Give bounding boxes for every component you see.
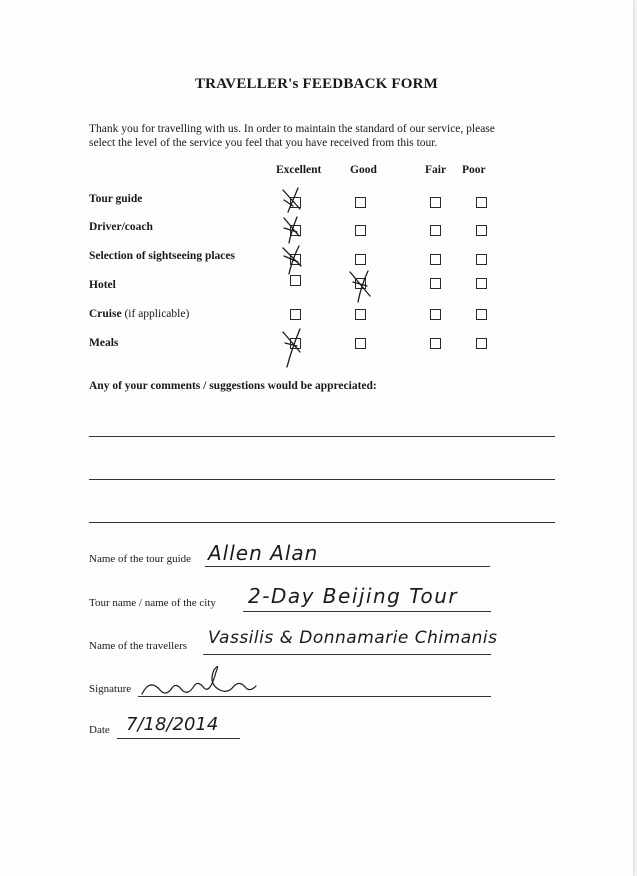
column-header-fair: Fair [425, 164, 447, 176]
row-label-hotel: Hotel [89, 279, 116, 291]
travellers-handwriting: Vassilis & Donnamarie Chimanis [208, 628, 498, 648]
comments-label: Any of your comments / suggestions would be appreciated: [89, 380, 377, 392]
intro-line-1: Thank you for travelling with us. In order to maintain the standard of our service, please [89, 123, 495, 135]
row-label-driver-coach: Driver/coach [89, 221, 153, 233]
row-label-sightseeing: Selection of sightseeing places [89, 250, 235, 262]
travellers-label: Name of the travellers [89, 640, 188, 652]
column-header-good: Good [350, 164, 377, 176]
row-label-meals: Meals [89, 337, 119, 349]
row-label-tour-guide: Tour guide [89, 193, 143, 205]
signature-label: Signature [89, 683, 132, 695]
intro-line-2: select the level of the service you feel that you have received from this tour. [89, 137, 438, 149]
tour-name-label: Tour name / name of the city [89, 597, 216, 609]
date-line[interactable] [117, 738, 240, 739]
row-label-cruise: Cruise (if applicable) [89, 308, 190, 320]
tour-guide-label: Name of the tour guide [89, 553, 192, 565]
date-handwriting: 7/18/2014 [126, 714, 219, 735]
date-label: Date [89, 724, 110, 736]
form-title: TRAVELLER's FEEDBACK FORM [194, 76, 439, 92]
column-header-poor: Poor [462, 164, 486, 176]
tour-guide-handwriting: Allen Alan [208, 541, 319, 565]
tour-name-handwriting: 2-Day Beijing Tour [248, 584, 459, 608]
column-header-excellent: Excellent [276, 164, 322, 176]
